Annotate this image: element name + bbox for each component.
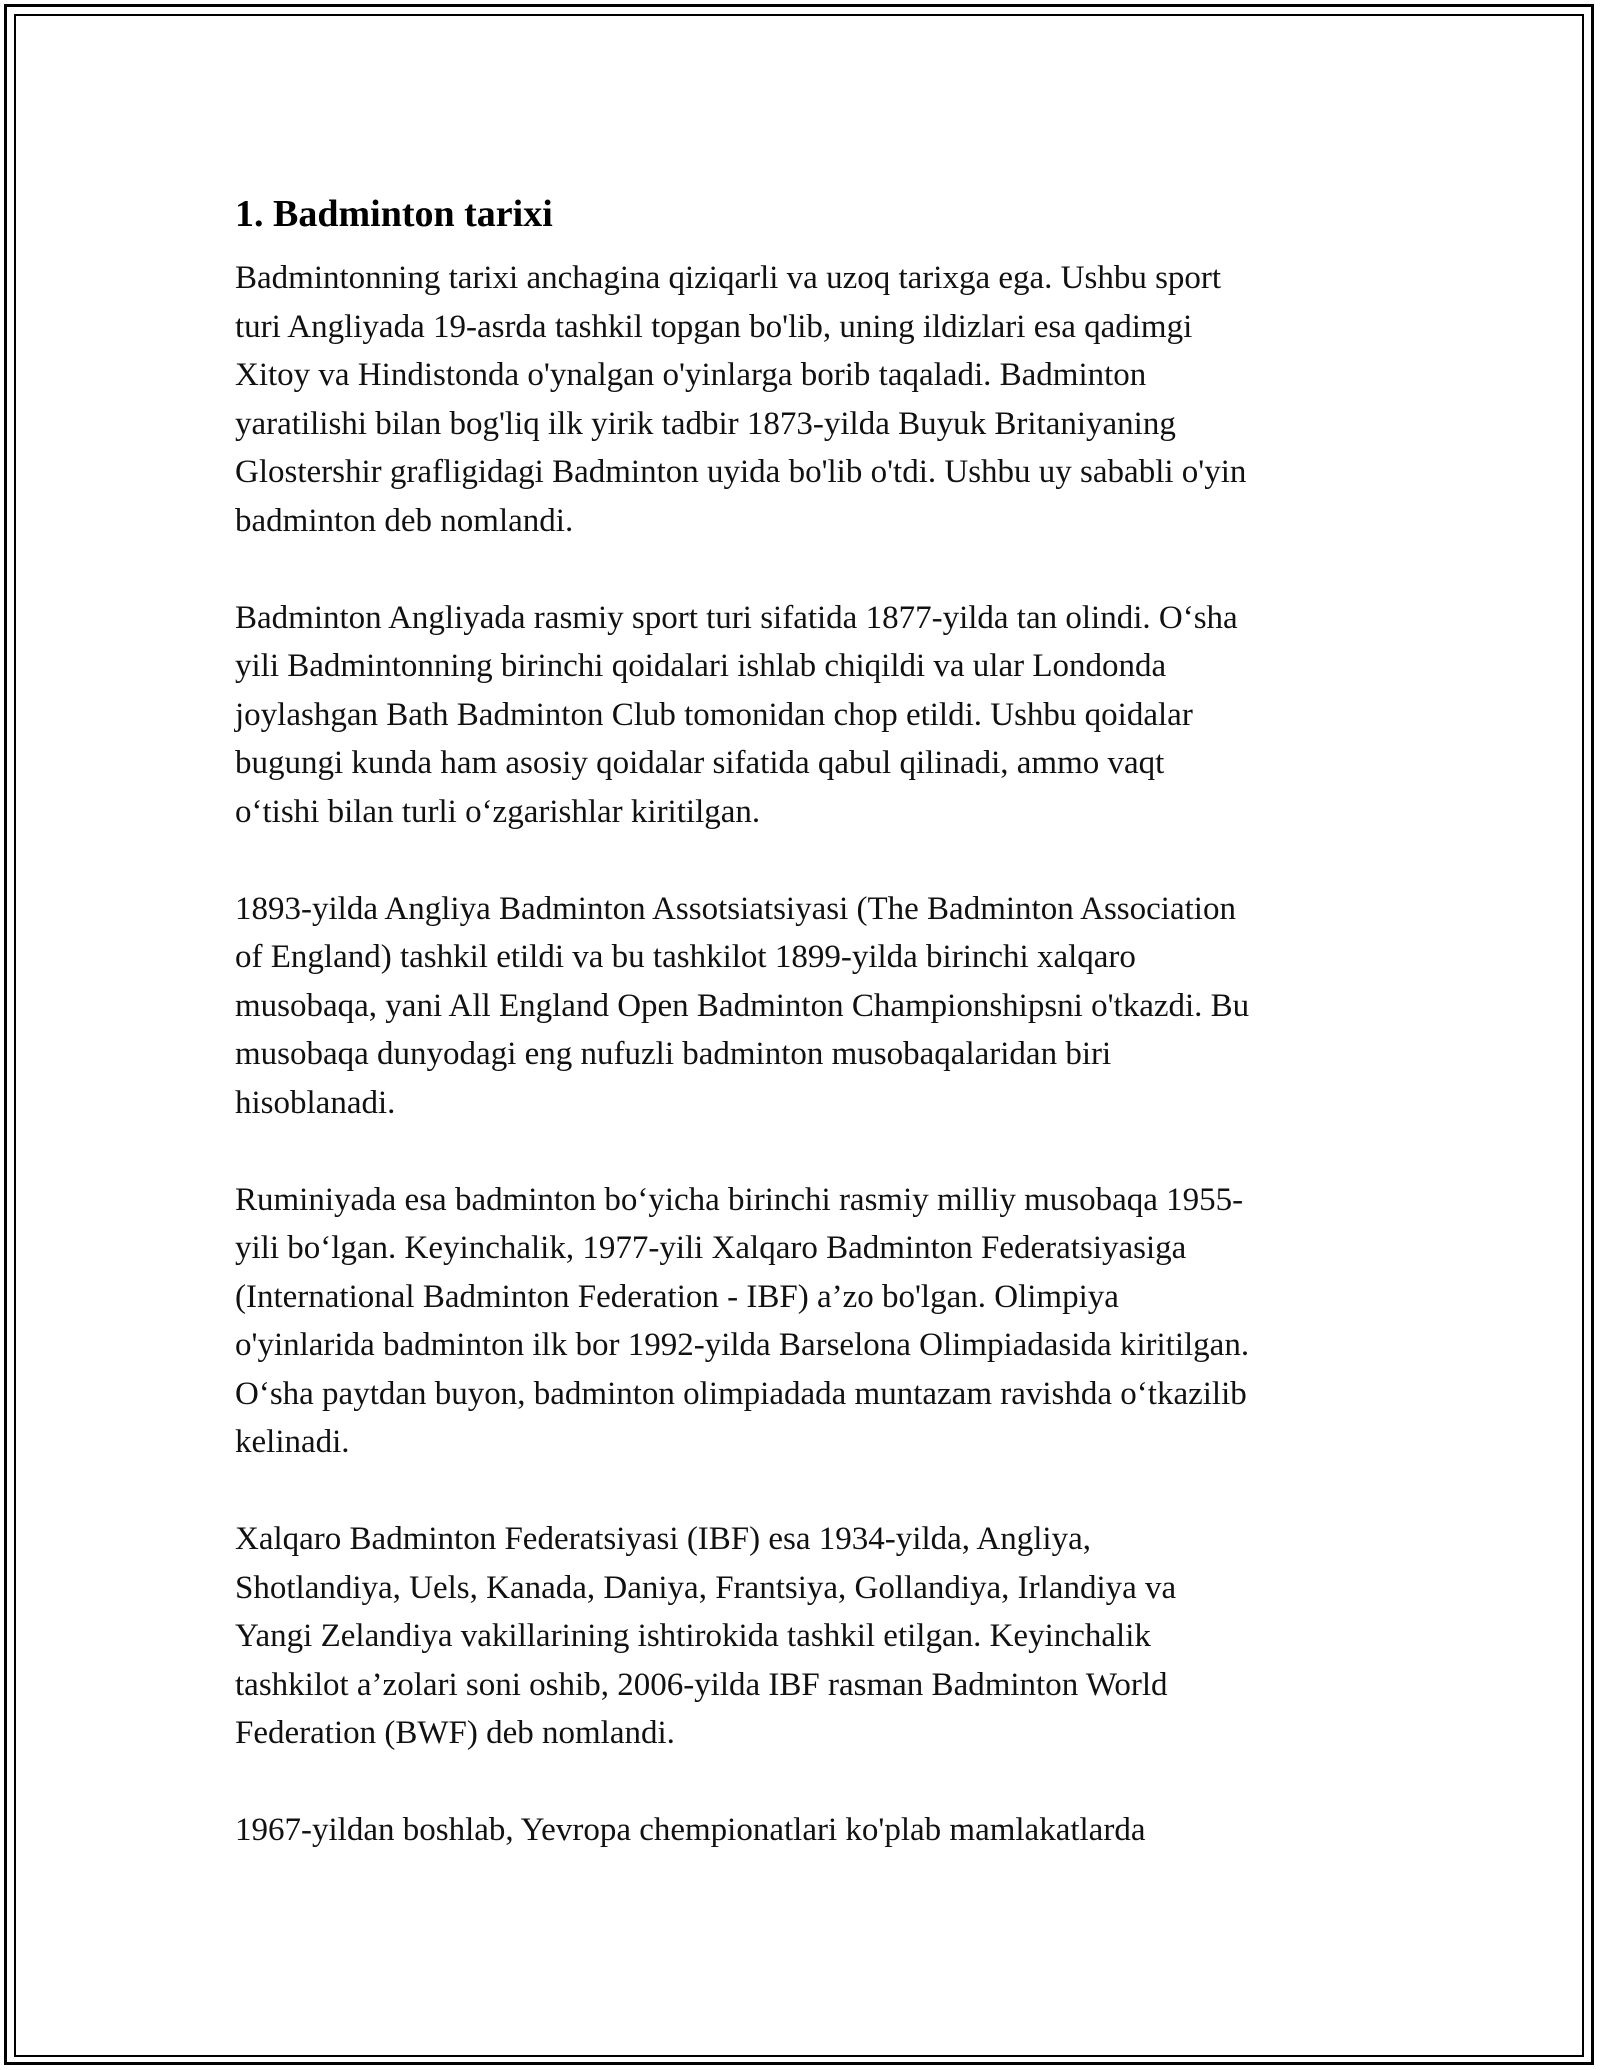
paragraph <box>235 885 1365 1128</box>
text-line: Badmintonning tarixi anchagina qiziqarli va uzoq tarixga ega. Ushbu sport <box>235 260 1222 296</box>
text-line: badminton deb nomlandi. <box>235 502 574 539</box>
text-line: musobaqa dunyodagi eng nufuzli badminton musobaqalaridan biri <box>235 1036 1112 1072</box>
text-line: bugungi kunda ham asosiy qoidalar sifatida qabul qilinadi, ammo vaqt <box>235 745 1165 781</box>
text-line: hisoblanadi. <box>235 1084 396 1121</box>
text-line: yaratilishi bilan bog'liq ilk yirik tadbir 1873-yilda Buyuk Britaniyaning <box>235 405 1176 442</box>
text-line: yili bo‘lgan. Keyinchalik, 1977-yili Xalqaro Badminton Federatsiyasiga <box>235 1230 1187 1266</box>
text-line: turi Angliyada 19-asrda tashkil topgan bo'lib, uning ildizlari esa qadimgi <box>235 308 1193 345</box>
text-line: Shotlandiya, Uels, Kanada, Daniya, Frantsiya, Gollandiya, Irlandiya va <box>235 1569 1177 1606</box>
text-line: Yangi Zelandiya vakillarining ishtirokida tashkil etilgan. Keyinchalik <box>235 1618 1151 1654</box>
text-line: yili Badmintonning birinchi qoidalari ishlab chiqildi va ular Londonda <box>235 648 1167 684</box>
document-body <box>235 186 1365 1903</box>
text-line: Federation (BWF) deb nomlandi. <box>235 1715 675 1751</box>
paragraph-list <box>235 254 1365 1855</box>
text-line: Badminton Angliyada rasmiy sport turi sifatida 1877-yilda tan olindi. O‘sha <box>235 599 1238 636</box>
section-heading: 1. Badminton tarixi <box>235 193 553 235</box>
text-line: tashkilot a’zolari soni oshib, 2006-yilda IBF rasman Badminton World <box>235 1666 1168 1703</box>
text-line: o‘tishi bilan turli o‘zgarishlar kiritilgan. <box>235 793 761 830</box>
text-line: 1893-yilda Angliya Badminton Assotsiatsiyasi (The Badminton Association <box>235 890 1236 927</box>
text-line: of England) tashkil etildi va bu tashkilot 1899-yilda birinchi xalqaro <box>235 939 1136 975</box>
text-line: kelinadi. <box>235 1424 350 1460</box>
text-line: joylashgan Bath Badminton Club tomonidan chop etildi. Ushbu qoidalar <box>235 696 1193 733</box>
paragraph <box>235 254 1365 545</box>
paragraph <box>235 1515 1365 1758</box>
text-line: Xitoy va Hindistonda o'ynalgan o'yinlarga borib taqaladi. Badminton <box>235 357 1147 393</box>
text-line: (International Badminton Federation - IBF) a’zo bo'lgan. Olimpiya <box>235 1278 1119 1315</box>
text-line: O‘sha paytdan buyon, badminton olimpiadada muntazam ravishda o‘tkazilib <box>235 1375 1247 1412</box>
text-line: musobaqa, yani All England Open Badminton Championshipsni o'tkazdi. Bu <box>235 987 1250 1024</box>
text-line: Ruminiyada esa badminton bo‘yicha birinchi rasmiy milliy musobaqa 1955- <box>235 1181 1244 1218</box>
text-line: o'yinlarida badminton ilk bor 1992-yilda Barselona Olimpiadasida kiritilgan. <box>235 1327 1250 1363</box>
paragraph <box>235 1176 1365 1467</box>
text-line: 1967-yildan boshlab, Yevropa chempionatlari ko'plab mamlakatlarda <box>235 1812 1146 1848</box>
paragraph <box>235 594 1365 837</box>
text-line: Xalqaro Badminton Federatsiyasi (IBF) esa 1934-yilda, Angliya, <box>235 1521 1092 1557</box>
paragraph <box>235 1806 1365 1855</box>
text-line: Glostershir grafligidagi Badminton uyida bo'lib o'tdi. Ushbu uy sababli o'yin <box>235 454 1247 490</box>
